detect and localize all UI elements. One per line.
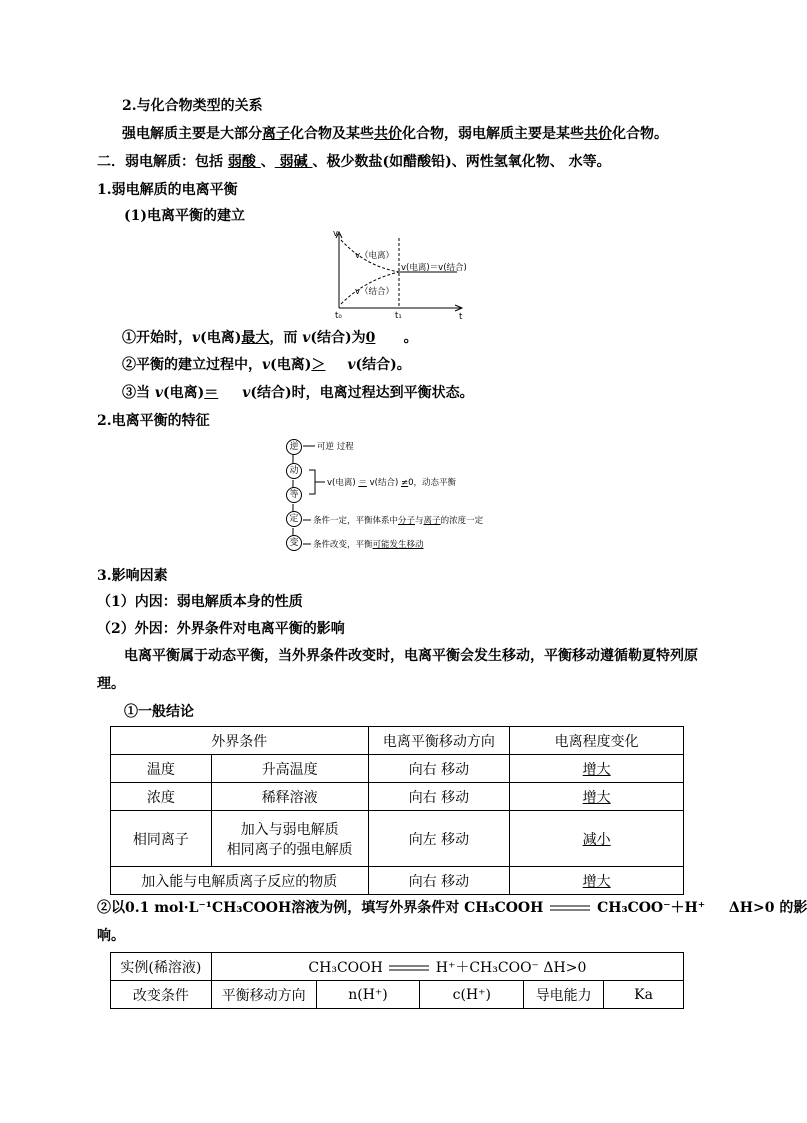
answer-zero: 0 xyxy=(365,330,376,346)
answer-ionic: 离子 xyxy=(262,126,290,142)
table-cell xyxy=(211,811,368,867)
table-row xyxy=(111,783,684,811)
text: (结合)为 xyxy=(310,330,366,346)
table-cell: 增大 xyxy=(510,867,684,895)
text: (结合)。 xyxy=(355,357,411,373)
combination-rate-label: v（结合） xyxy=(355,287,395,297)
example-table xyxy=(110,952,684,1009)
text: 化合物及某些 xyxy=(290,126,374,142)
text: 与 xyxy=(415,516,424,526)
text: ΔH>0 xyxy=(543,959,587,976)
ionization-rate-label: v（电离） xyxy=(355,251,395,261)
text: (结合)时，电离过程达到平衡状态。 xyxy=(250,385,474,401)
text: 0，动态平衡 xyxy=(408,478,457,488)
answer-greater: ＞ xyxy=(311,357,326,373)
text: ①开始时， xyxy=(122,330,192,346)
reversible-arrow-icon xyxy=(548,903,592,913)
item-process xyxy=(122,355,411,375)
text: 化合物，弱电解质主要是某些 xyxy=(402,126,584,142)
factor-external: （2）外因：外界条件对电离平衡的影响 xyxy=(97,621,345,637)
x-axis-label: t xyxy=(459,312,463,322)
table-cell: 增大 xyxy=(510,755,684,783)
text: v(电离) xyxy=(327,478,356,488)
cell-line: 相同离子的强电解质 xyxy=(226,841,353,858)
text: (电离) xyxy=(200,330,242,346)
text: 、极少数盐(如醋酸铅)、两性氢氧化物、 水等。 xyxy=(312,154,611,170)
t1-label: t₁ xyxy=(395,311,402,321)
table-header-cell: 改变条件 xyxy=(111,981,212,1009)
table-header-row xyxy=(111,981,684,1009)
table-row xyxy=(111,867,684,895)
var-v: v xyxy=(302,330,311,346)
t0-label: t₀ xyxy=(335,311,342,321)
table-cell: 浓度 xyxy=(111,783,212,811)
text: H⁺＋CH₃COO⁻ xyxy=(435,959,539,976)
answer: ≠ xyxy=(400,478,409,488)
table-header-cell: 平衡移动方向 xyxy=(211,981,316,1009)
answer-weak-acid: 弱酸 xyxy=(227,154,261,170)
table-row xyxy=(111,953,684,981)
characteristics-diagram xyxy=(285,436,545,556)
circle-change: 变 xyxy=(286,535,302,551)
table-header-cell: 导电能力 xyxy=(524,981,604,1009)
item-start xyxy=(122,328,418,348)
var-v: v xyxy=(347,357,356,373)
text: ，而 xyxy=(269,330,303,346)
text: CH₃COOH xyxy=(308,959,383,976)
text: 强电解质主要是大部分 xyxy=(122,126,262,142)
text: 条件一定，平衡体系中 xyxy=(313,516,399,526)
strong-weak-compound-sentence xyxy=(122,124,668,144)
feature-reversible xyxy=(317,440,354,452)
answer-covalent-2: 共价 xyxy=(584,126,612,142)
text: 、 xyxy=(260,154,275,170)
table-row xyxy=(111,755,684,783)
text: 二．弱电解质：包括 xyxy=(97,154,228,170)
header-external-conditions: 外界条件 xyxy=(111,727,369,755)
paragraph-line-1: 电离平衡属于动态平衡，当外界条件改变时，电离平衡会发生移动，平衡移动遵循勒夏特列原 xyxy=(124,648,698,664)
section-title-compound-type: 2.与化合物类型的关系 xyxy=(122,98,263,114)
general-conclusion-table xyxy=(110,726,684,895)
item-equilibrium xyxy=(122,383,474,403)
answer-weak-base: 弱碱 xyxy=(274,154,313,170)
feature-fixed xyxy=(313,514,483,526)
text: 。 xyxy=(403,330,418,346)
table-cell: 向右 移动 xyxy=(368,755,510,783)
text: ②以0.1 mol·L⁻¹CH₃COOH溶液为例，填写外界条件对 CH₃COOH xyxy=(97,900,544,916)
reversible-arrow-icon xyxy=(387,963,431,973)
table-cell: 向右 移动 xyxy=(368,867,510,895)
header-shift-direction: 电离平衡移动方向 xyxy=(368,727,510,755)
table-header-cell: n(H⁺) xyxy=(316,981,420,1009)
table-cell: 减小 xyxy=(510,811,684,867)
cell-line: 加入与弱电解质 xyxy=(240,821,339,838)
heading-factors: 3.影响因素 xyxy=(97,568,168,584)
equal-rate-label: v(电离)＝v(结合) xyxy=(401,263,467,273)
text: ΔH>0 的影 xyxy=(728,900,807,916)
feature-change xyxy=(313,538,424,550)
example-line xyxy=(97,898,807,918)
answer-max: 最大 xyxy=(241,330,270,346)
heading-characteristics: 2.电离平衡的特征 xyxy=(97,413,210,429)
table-cell: 向左 移动 xyxy=(368,811,510,867)
text: ③当 xyxy=(122,385,155,401)
table-cell: 升高温度 xyxy=(211,755,368,783)
table-cell: 温度 xyxy=(111,755,212,783)
var-v: v xyxy=(242,385,251,401)
header-degree-change: 电离程度变化 xyxy=(510,727,684,755)
circle-reverse: 逆 xyxy=(286,439,302,455)
text: (电离) xyxy=(270,357,312,373)
text: 化合物。 xyxy=(612,126,668,142)
table-cell-example: 实例(稀溶液) xyxy=(111,953,212,981)
var-v: v xyxy=(154,385,164,401)
text: 条件改变，平衡 xyxy=(313,540,373,550)
table-header-cell: c(H⁺) xyxy=(420,981,524,1009)
circle-dynamic: 动 xyxy=(286,463,302,479)
table-cell: 加入能与电解质离子反应的物质 xyxy=(111,867,369,895)
circle-equal: 等 xyxy=(286,487,302,503)
general-conclusion-label: ①一般结论 xyxy=(124,704,194,720)
text: v(结合) xyxy=(369,478,399,488)
table-cell: 向右 移动 xyxy=(368,783,510,811)
answer-may-shift: 可能发生移动 xyxy=(372,540,424,550)
table-cell: 相同离子 xyxy=(111,811,212,867)
text: ②平衡的建立过程中， xyxy=(122,357,262,373)
text: 可逆 xyxy=(317,442,335,452)
example-line-2: 响。 xyxy=(97,928,125,944)
bracket xyxy=(309,470,325,494)
factor-internal: （1）内因：弱电解质本身的性质 xyxy=(97,594,303,610)
y-axis-label: v xyxy=(333,229,339,239)
weak-electrolyte-line xyxy=(97,152,611,172)
circle-fixed: 定 xyxy=(286,511,302,527)
answer-covalent-1: 共价 xyxy=(374,126,402,142)
table-cell-equation xyxy=(211,953,683,981)
text: (电离) xyxy=(163,385,205,401)
subheading-equilibrium-establishment: (1)电离平衡的建立 xyxy=(124,208,245,224)
text: 过程 xyxy=(336,442,354,452)
table-cell: 增大 xyxy=(510,783,684,811)
answer-equal: ＝ xyxy=(204,385,219,401)
table-cell: 稀释溶液 xyxy=(211,783,368,811)
var-v: v xyxy=(192,330,201,346)
feature-dynamic-equal xyxy=(327,476,456,488)
paragraph-line-2: 理。 xyxy=(97,676,125,692)
text: 的浓度一定 xyxy=(440,516,484,526)
table-header-cell: Ka xyxy=(604,981,684,1009)
rate-time-graph xyxy=(325,228,475,320)
table-row xyxy=(111,811,684,867)
table-header-row xyxy=(111,727,684,755)
answer-molecule: 分子 xyxy=(398,516,416,526)
var-v: v xyxy=(262,357,271,373)
answer: ＝ xyxy=(358,478,367,488)
answer-ion: 离子 xyxy=(423,516,441,526)
text: CH₃COO⁻＋H⁺ xyxy=(597,900,706,916)
heading-ionization-equilibrium: 1.弱电解质的电离平衡 xyxy=(97,182,238,198)
